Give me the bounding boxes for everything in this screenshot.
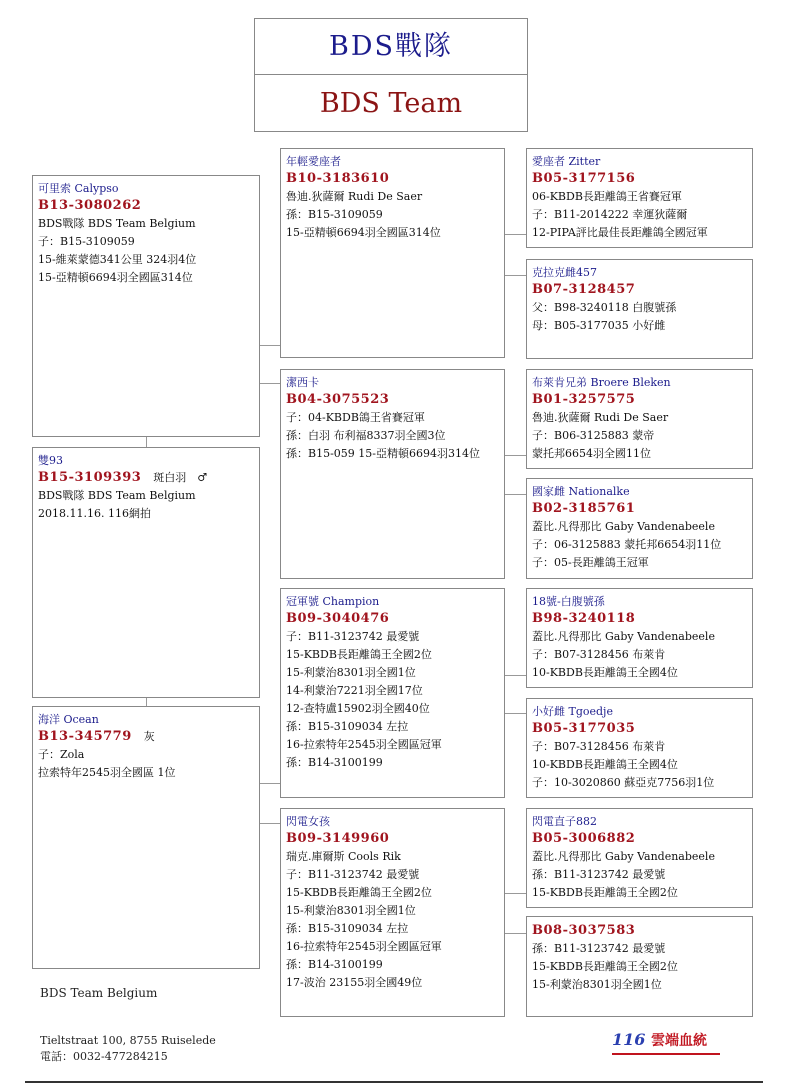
info-line: 孫：B14-3100199: [286, 958, 383, 971]
connector: [504, 275, 526, 276]
pedigree-box-sdd: [526, 478, 753, 579]
info-line: 孫：B15-3109059: [286, 208, 383, 221]
ring-number: [38, 469, 259, 487]
info-line: 16-拉索特年2545羽全國區冠軍: [286, 738, 442, 751]
connector: [504, 234, 526, 235]
footer-contact: [40, 1033, 216, 1065]
info-line: 瑞克.庫爾斯 Cools Rik: [286, 850, 401, 863]
info-line: 子：10-3020860 蘇亞克7756羽1位: [532, 776, 715, 789]
info-line: 15-利蒙治8301羽全國1位: [532, 978, 662, 991]
pedigree-box-sire-sire: [280, 148, 505, 358]
connector: [260, 783, 280, 784]
ring-number: B10-3183610: [286, 171, 390, 186]
info-line: 魯迪.狄薩爾 Rudi De Saer: [532, 411, 669, 424]
info-line: 06-KBDB長距離鴿王省賽冠軍: [532, 190, 682, 203]
info-line: 15-維萊蒙德341公里 324羽4位: [38, 253, 197, 266]
info-line: 12-查特盧15902羽全國40位: [286, 702, 430, 715]
info-line: 蓋比.凡得那比 Gaby Vandenabeele: [532, 850, 715, 863]
info-line: 孫：B14-3100199: [286, 756, 383, 769]
info-line: 10-KBDB長距離鴿王全國4位: [532, 666, 678, 679]
connector: [260, 345, 280, 346]
info-line: 子：B06-3125883 蒙帝: [532, 429, 655, 442]
info-line: 16-拉索特年2545羽全國區冠軍: [286, 940, 442, 953]
pedigree-box-sss: [526, 148, 753, 248]
info-line: 15-KBDB長距離鴿王全國2位: [532, 960, 678, 973]
connector: [146, 698, 147, 706]
connector: [504, 455, 526, 456]
pigeon-name: 閃電女孩: [286, 815, 330, 828]
info-line: 孫：B15-3109034 左拉: [286, 720, 409, 733]
pedigree-box-ddd: [526, 916, 753, 1017]
info-line: 15-利蒙治8301羽全國1位: [286, 666, 416, 679]
info-line: 子：B11-3123742 最愛號: [286, 868, 420, 881]
logo-text: 雲端血統: [650, 1033, 707, 1049]
info-line: 子：06-3125883 蒙托邦6654羽11位: [532, 538, 722, 551]
connector: [504, 933, 526, 934]
ring-number: B98-3240118: [532, 611, 636, 626]
pedigree-box-dss: [526, 588, 753, 688]
info-line: 子：B07-3128456 布萊肯: [532, 648, 666, 661]
info-line: 15-KBDB長距離鴿王全國2位: [286, 886, 432, 899]
info-line: 14-利蒙治7221羽全國17位: [286, 684, 423, 697]
connector: [504, 494, 526, 495]
info-line: 孫：白羽 布利福8337羽全國3位: [286, 429, 446, 442]
pedigree-box-dsd: [526, 698, 753, 798]
info-line: 12-PIPA評比最佳長距離鴿全國冠軍: [532, 226, 708, 239]
ring-number: B04-3075523: [286, 392, 390, 407]
ring-number-text: B15-3109393: [38, 470, 142, 485]
connector: [146, 437, 147, 447]
pigeon-name: 雙93: [38, 454, 63, 467]
bottom-divider: [25, 1081, 763, 1083]
info-line: 15-利蒙治8301羽全國1位: [286, 904, 416, 917]
info-line: 2018.11.16. 116網拍: [38, 507, 151, 520]
info-line: BDS戰隊 BDS Team Belgium: [38, 489, 196, 502]
pigeon-name: 小好雌 Tgoedje: [532, 705, 613, 718]
ring-number: B09-3040476: [286, 611, 390, 626]
header-title-zh: BDS戰隊: [254, 18, 528, 75]
connector: [504, 713, 526, 714]
connector: [260, 823, 280, 824]
pedigree-box-ssd: [526, 259, 753, 359]
ring-number: B13-3080262: [38, 198, 142, 213]
pigeon-name: 冠軍號 Champion: [286, 595, 380, 608]
info-line: 蒙托邦6654羽全國11位: [532, 447, 651, 460]
ring-number: [38, 728, 259, 746]
ring-number: B08-3037583: [532, 923, 636, 938]
pigeon-name: 國家雌 Nationalke: [532, 485, 630, 498]
ring-number: B01-3257575: [532, 392, 636, 407]
info-line: 子：B15-3109059: [38, 235, 135, 248]
logo-underline: [612, 1053, 720, 1055]
info-line: 孫：B11-3123742 最愛號: [532, 942, 666, 955]
info-line: 拉索特年2545羽全國區 1位: [38, 766, 176, 779]
pedigree-box-dam-sire: [280, 588, 505, 798]
footer-team-name: BDS Team Belgium: [40, 986, 158, 1000]
ring-number: B05-3177156: [532, 171, 636, 186]
info-line: 15-亞精頓6694羽全國區314位: [286, 226, 441, 239]
brand-logo: [612, 1030, 707, 1050]
pigeon-name: 潔西卡: [286, 376, 319, 389]
pigeon-name: 閃電直子882: [532, 815, 597, 828]
pigeon-name: 年輕愛座者: [286, 155, 341, 168]
ring-number-text: B13-345779: [38, 729, 132, 744]
ring-number: B05-3177035: [532, 721, 636, 736]
pigeon-name: 18號-白腹號孫: [532, 595, 605, 608]
pigeon-name: 克拉克雌457: [532, 266, 597, 279]
info-line: 子：05-長距離鴿王冠軍: [532, 556, 649, 569]
info-line: 15-KBDB長距離鴿王全國2位: [286, 648, 432, 661]
ring-number: B07-3128457: [532, 282, 636, 297]
info-line: 孫：B11-3123742 最愛號: [532, 868, 666, 881]
info-line: 孫：B15-3109034 左拉: [286, 922, 409, 935]
connector: [260, 383, 280, 384]
info-line: 子：Zola: [38, 748, 85, 761]
connector: [504, 675, 526, 676]
ring-number: B02-3185761: [532, 501, 636, 516]
footer-phone: 電話：0032-477284215: [40, 1050, 168, 1063]
info-line: 蓋比.凡得那比 Gaby Vandenabeele: [532, 630, 715, 643]
pedigree-box-dds: [526, 808, 753, 908]
info-line: 蓋比.凡得那比 Gaby Vandenabeele: [532, 520, 715, 533]
info-line: 15-KBDB長距離鴿王全國2位: [532, 886, 678, 899]
pigeon-name: 愛座者 Zitter: [532, 155, 601, 168]
info-line: 子：B11-2014222 幸運狄薩爾: [532, 208, 688, 221]
info-line: 母：B05-3177035 小好雌: [532, 319, 666, 332]
footer-address: Tieltstraat 100, 8755 Ruiselede: [40, 1034, 216, 1047]
pedigree-box-dam: [32, 706, 260, 969]
info-line: 子：04-KBDB鴿王省賽冠軍: [286, 411, 425, 424]
pedigree-box-subject: [32, 447, 260, 698]
pigeon-name: 可里索 Calypso: [38, 182, 119, 195]
pigeon-name: 海洋 Ocean: [38, 713, 99, 726]
info-line: 魯迪.狄薩爾 Rudi De Saer: [286, 190, 423, 203]
pedigree-box-sire-dam: [280, 369, 505, 579]
pedigree-box-sire: [32, 175, 260, 437]
ring-number: B09-3149960: [286, 831, 390, 846]
pedigree-box-dam-dam: [280, 808, 505, 1017]
logo-number: 116: [612, 1030, 646, 1049]
info-line: 子：B11-3123742 最愛號: [286, 630, 420, 643]
info-line: BDS戰隊 BDS Team Belgium: [38, 217, 196, 230]
header-title-en: BDS Team: [254, 74, 528, 132]
info-line: 孫：B15-059 15-亞精頓6694羽314位: [286, 447, 480, 460]
info-line: 子：B07-3128456 布萊肯: [532, 740, 666, 753]
ring-number: B05-3006882: [532, 831, 636, 846]
color-sex: 斑白羽 ♂: [153, 471, 208, 484]
connector: [504, 893, 526, 894]
info-line: 父：B98-3240118 白腹號孫: [532, 301, 677, 314]
pigeon-name: 布萊肯兄弟 Broere Bleken: [532, 376, 671, 389]
color: 灰: [143, 730, 155, 743]
info-line: 15-亞精頓6694羽全國區314位: [38, 271, 193, 284]
info-line: 10-KBDB長距離鴿王全國4位: [532, 758, 678, 771]
info-line: 17-波治 23155羽全國49位: [286, 976, 423, 989]
pedigree-box-sds: [526, 369, 753, 469]
